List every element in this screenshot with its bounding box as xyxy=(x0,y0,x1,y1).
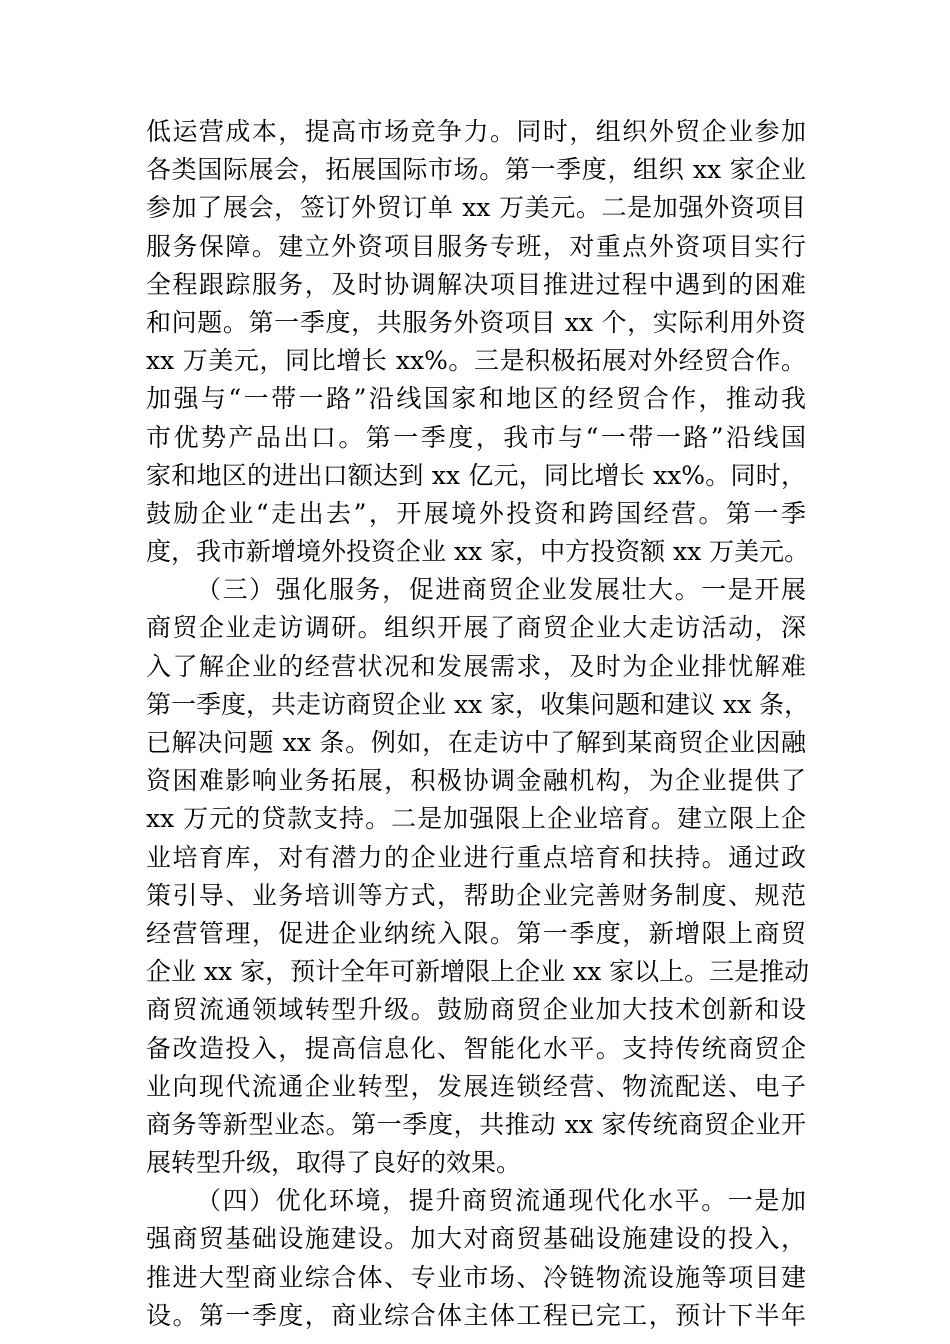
text-line: 家和地区的进出口额达到 xx 亿元，同比增长 xx%。同时， xyxy=(146,460,806,490)
text-line: 各类国际展会，拓展国际市场。第一季度，组织 xx 家企业 xyxy=(146,155,806,185)
text-line: xx 万美元，同比增长 xx%。三是积极拓展对外经贸合作。 xyxy=(146,346,806,376)
text-line: 强商贸基础设施建设。加大对商贸基础设施建设的投入， xyxy=(146,1224,806,1254)
text-line: 已解决问题 xx 条。例如，在走访中了解到某商贸企业因融 xyxy=(146,728,806,757)
text-line: 资困难影响业务拓展，积极协调金融机构，为企业提供了 xyxy=(146,766,806,796)
text-line: 展转型升级，取得了良好的效果。 xyxy=(146,1148,522,1178)
text-line: 业向现代流通企业转型，发展连锁经营、物流配送、电子 xyxy=(146,1071,806,1101)
paragraph-first-line: （三）强化服务，促进商贸企业发展壮大。一是开展 xyxy=(196,575,806,605)
text-line: 服务保障。建立外资项目服务专班，对重点外资项目实行 xyxy=(146,231,806,261)
text-line: 商贸流通领域转型升级。鼓励商贸企业加大技术创新和设 xyxy=(146,995,806,1025)
text-line: 入了解企业的经营状况和发展需求，及时为企业排忧解难 xyxy=(146,651,806,681)
text-line: 业培育库，对有潜力的企业进行重点培育和扶持。通过政 xyxy=(146,842,806,872)
body-text xyxy=(146,113,810,1335)
text-line: 市优势产品出口。第一季度，我市与“一带一路”沿线国 xyxy=(146,422,806,452)
text-line: 策引导、业务培训等方式，帮助企业完善财务制度、规范 xyxy=(146,880,806,910)
text-line: xx 万元的贷款支持。二是加强限上企业培育。建立限上企 xyxy=(146,804,806,834)
text-line: 和问题。第一季度，共服务外资项目 xx 个，实际利用外资 xyxy=(146,307,806,337)
text-line: 推进大型商业综合体、专业市场、冷链物流设施等项目建 xyxy=(146,1262,806,1292)
text-line: 度，我市新增境外投资企业 xx 家，中方投资额 xx 万美元。 xyxy=(146,537,810,567)
text-line: 设。第一季度，商业综合体主体工程已完工，预计下半年 xyxy=(146,1300,806,1330)
paragraph-first-line: （四）优化环境，提升商贸流通现代化水平。一是加 xyxy=(196,1186,806,1216)
text-line: 备改造投入，提高信息化、智能化水平。支持传统商贸企 xyxy=(146,1033,806,1063)
text-line: 加强与“一带一路”沿线国家和地区的经贸合作，推动我 xyxy=(146,384,806,414)
text-line: 第一季度，共走访商贸企业 xx 家，收集问题和建议 xx 条， xyxy=(146,689,810,719)
text-line: 商务等新型业态。第一季度，共推动 xx 家传统商贸企业开 xyxy=(146,1109,806,1139)
text-line: 商贸企业走访调研。组织开展了商贸企业大走访活动，深 xyxy=(146,613,806,643)
text-line: 全程跟踪服务，及时协调解决项目推进过程中遇到的困难 xyxy=(146,269,806,299)
text-line: 鼓励企业“走出去”，开展境外投资和跨国经营。第一季 xyxy=(146,498,806,528)
text-line: 低运营成本，提高市场竞争力。同时，组织外贸企业参加 xyxy=(146,117,806,146)
text-line: 企业 xx 家，预计全年可新增限上企业 xx 家以上。三是推动 xyxy=(146,957,810,987)
text-line: 经营管理，促进企业纳统入限。第一季度，新增限上商贸 xyxy=(146,918,806,948)
text-line: 参加了展会，签订外贸订单 xx 万美元。二是加强外资项目 xyxy=(146,193,806,223)
